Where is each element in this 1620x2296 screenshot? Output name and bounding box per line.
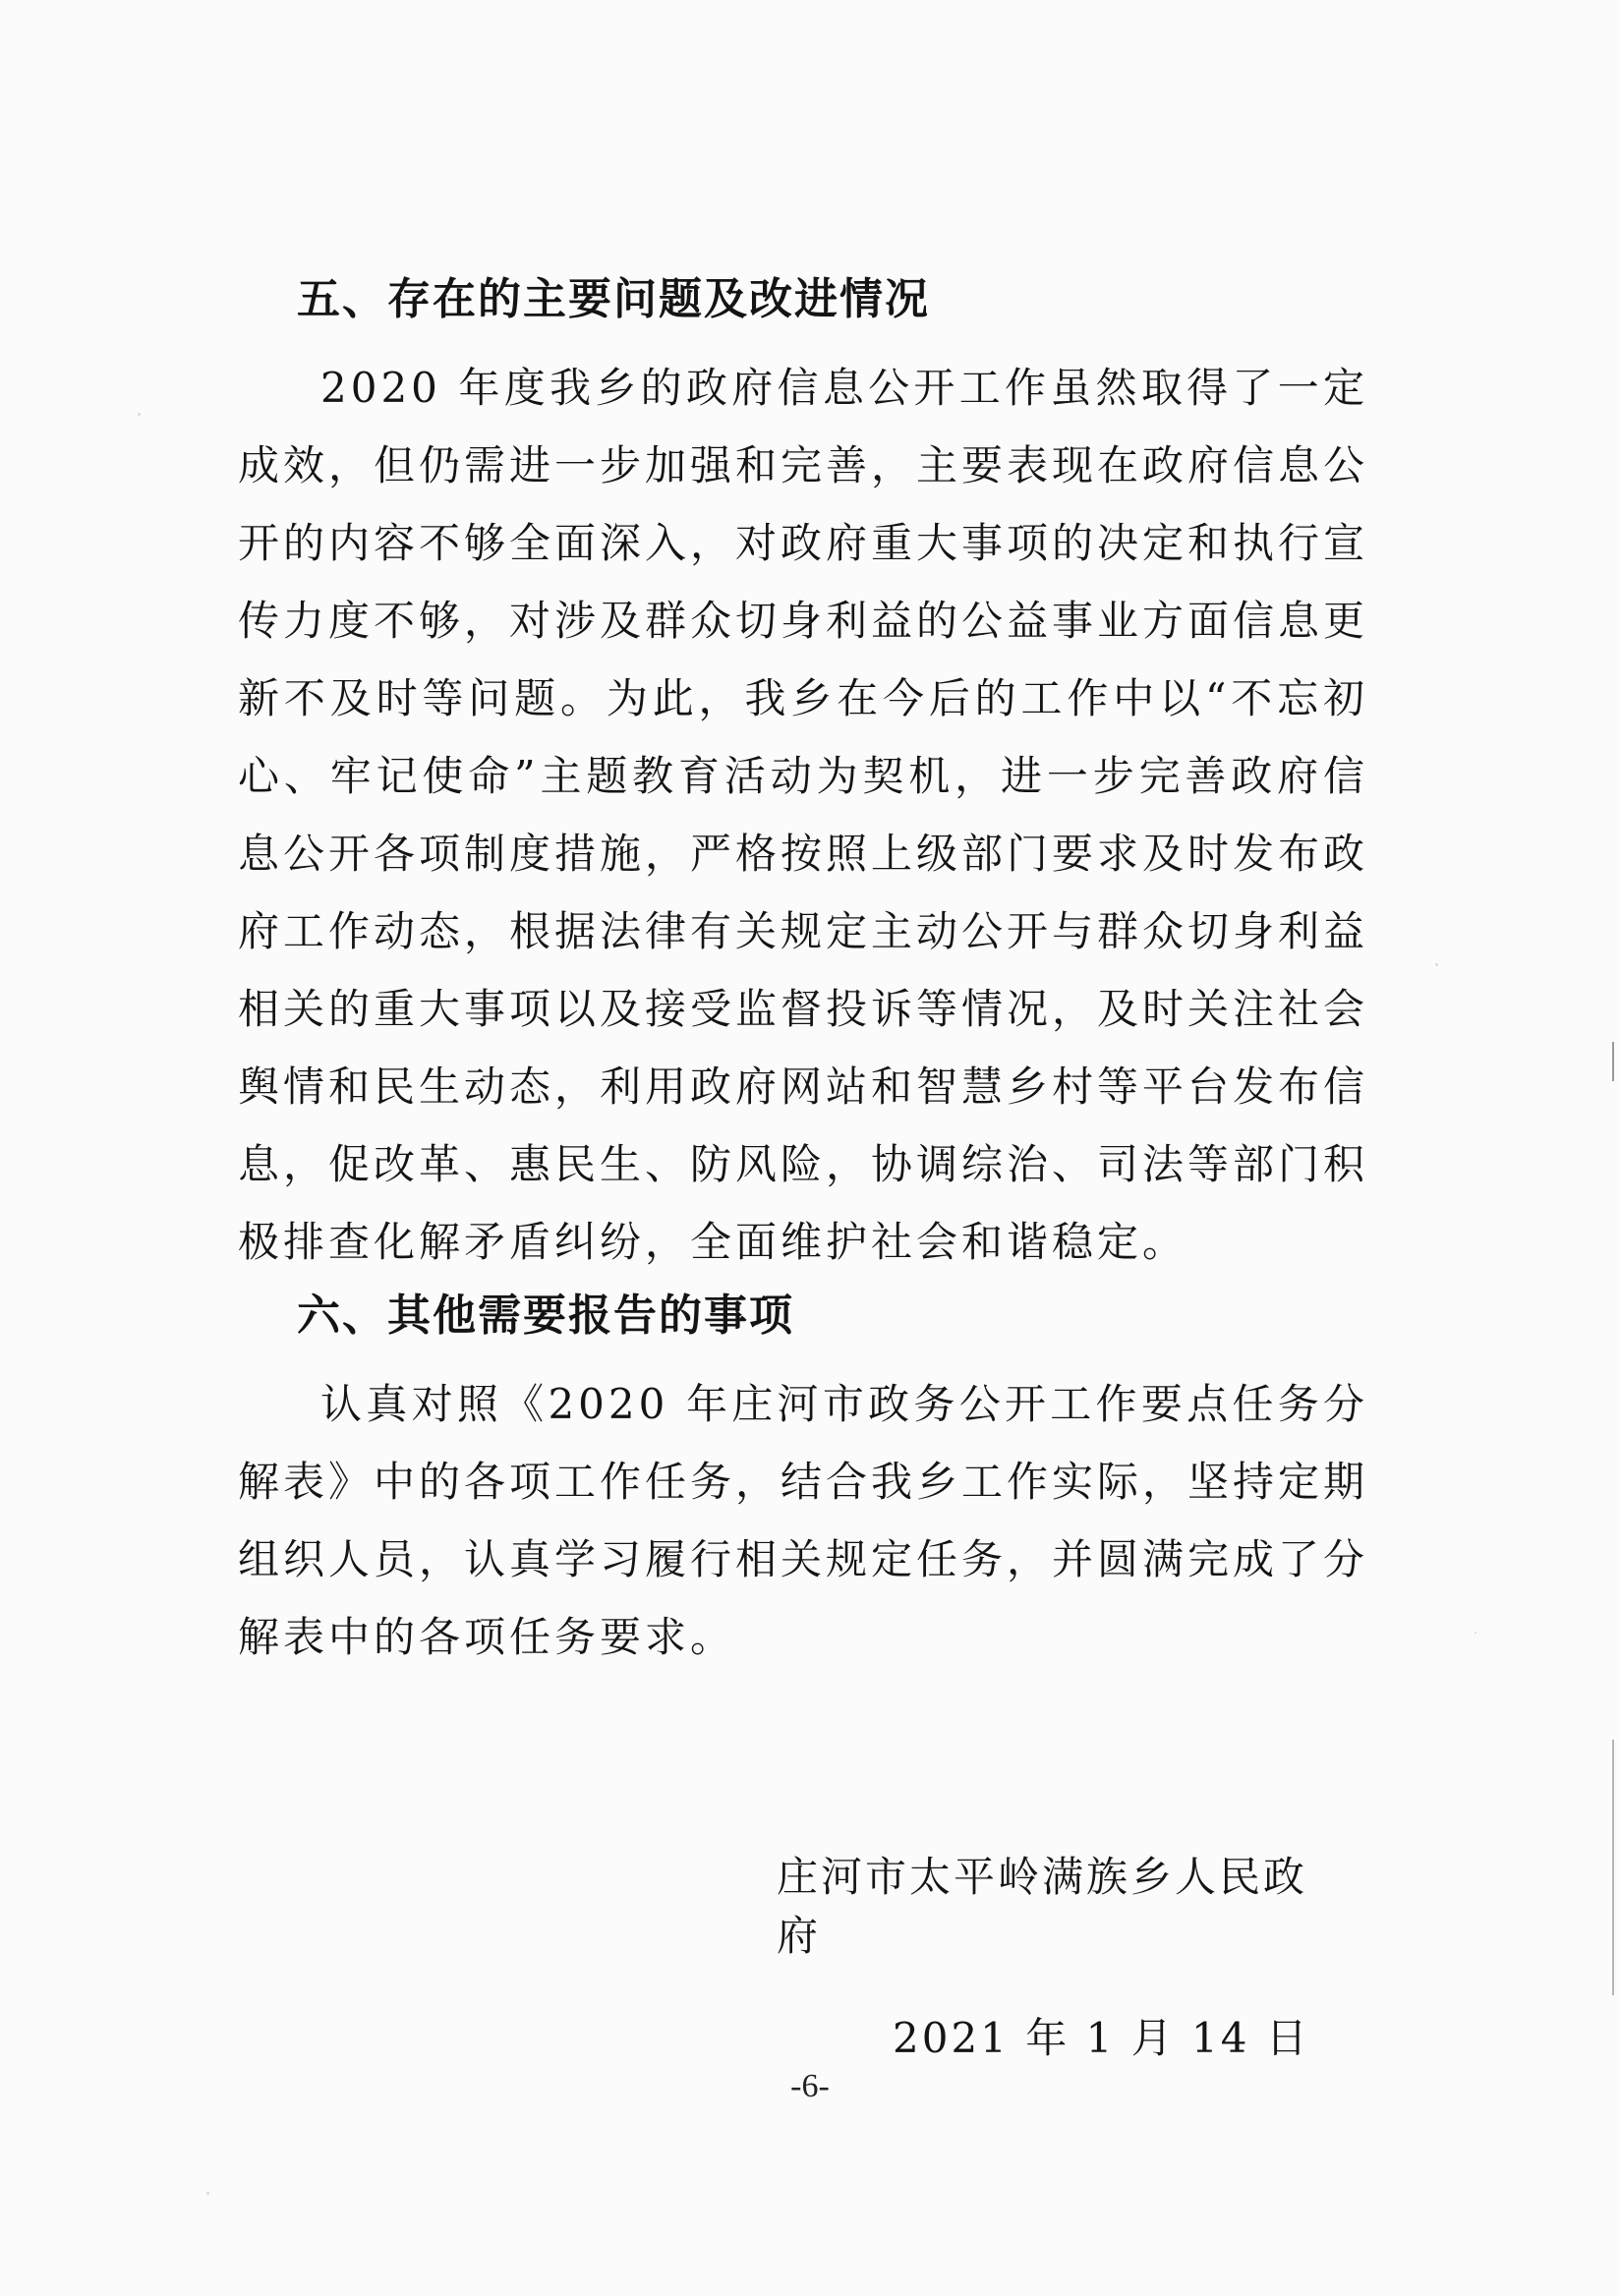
scan-speck: [206, 2192, 209, 2195]
section-heading-problems: 五、存在的主要问题及改进情况: [297, 274, 930, 324]
paragraph-other-matters: 认真对照《2020 年庄河市政务公开工作要点任务分解表》中的各项工作任务，结合我乡工作实际，坚持定期组织人员，认真学习履行相关规定任务，并圆满完成了分解表中的各项任务要求。: [238, 1380, 1369, 1661]
paragraph-problems: 2020 年度我乡的政府信息公开工作虽然取得了一定成效，但仍需进一步加强和完善，主要表现在政府信息公开的内容不够全面深入，对政府重大事项的决定和执行宣传力度不够，对涉及群众切身利益的公益事业方面信息更新不及时等问题。为此，我乡在今后的工作中以“不忘初心、牢记使命”主题教育活动为契机，进一步完善政府信息公开各项制度措施，严格按照上级部门要求及时发布政府工作动态，根据法律有关规定主动公开与群众切身利益相关的重大事项以及接受监督投诉等情况，及时关注社会舆情和民生动态，利用政府网站和智慧乡村等平台发布信息，促改革、惠民生、防风险，协调综治、司法等部门积极排查化解矛盾纠纷，全面维护社会和谐稳定。: [238, 364, 1369, 1266]
scan-speck: [1475, 1632, 1476, 1634]
scan-edge-mark: [1612, 1740, 1614, 1995]
scan-speck: [138, 413, 141, 416]
signature-block: [777, 1848, 1327, 2068]
body-text: [238, 270, 1368, 1676]
page-number: -6-: [790, 2068, 830, 2104]
signature-organization: 庄河市太平岭满族乡人民政府: [777, 1853, 1308, 1960]
scan-speck: [1435, 963, 1438, 966]
scan-edge-mark: [1612, 1042, 1614, 1081]
signature-date: 2021 年 1 月 14 日: [893, 2014, 1310, 2062]
section-heading-other-matters: 六、其他需要报告的事项: [297, 1291, 794, 1341]
